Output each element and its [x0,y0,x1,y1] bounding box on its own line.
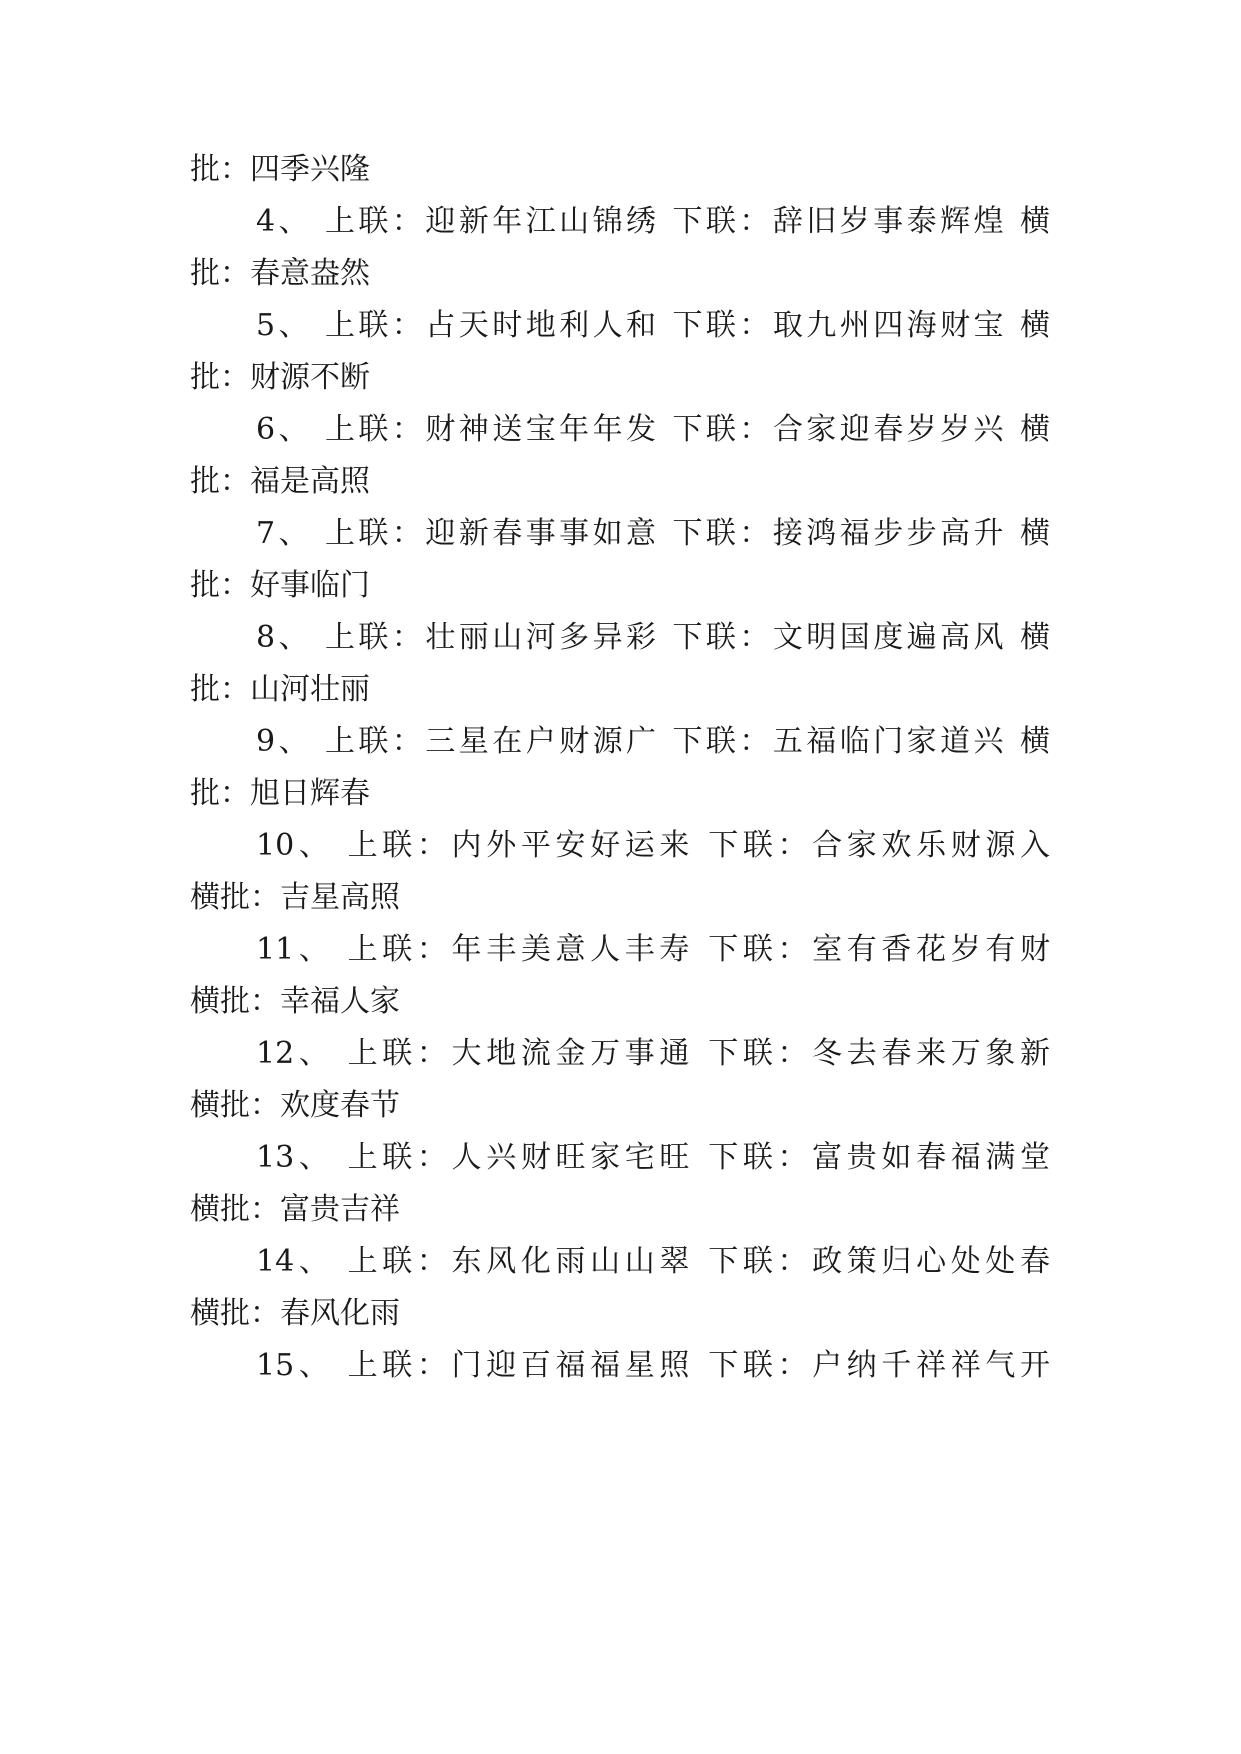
text-line: 15、 上联：门迎百福福星照 下联：户纳千祥祥气开 [256,1348,1050,1383]
text-line: 4、 上联：迎新年江山锦绣 下联：辞旧岁事泰辉煌 横 [256,204,1050,239]
text-line: 12、 上联：大地流金万事通 下联：冬去春来万象新 [256,1036,1050,1071]
text-line: 13、 上联：人兴财旺家宅旺 下联：富贵如春福满堂 [256,1140,1050,1175]
text-line: 横批：幸福人家 [190,984,400,1019]
text-line: 批：好事临门 [190,568,370,603]
text-line: 6、 上联：财神送宝年年发 下联：合家迎春岁岁兴 横 [256,412,1050,447]
text-line: 批：旭日辉春 [190,776,370,811]
text-line: 横批：欢度春节 [190,1088,400,1123]
text-line: 11、 上联：年丰美意人丰寿 下联：室有香花岁有财 [256,932,1050,967]
text-line: 横批：吉星高照 [190,880,400,915]
text-line: 批：山河壮丽 [190,672,370,707]
text-line: 8、 上联：壮丽山河多异彩 下联：文明国度遍高风 横 [256,620,1050,655]
text-line: 批：财源不断 [190,360,370,395]
text-line: 5、 上联：占天时地利人和 下联：取九州四海财宝 横 [256,308,1050,343]
text-line: 批：春意盎然 [190,256,370,291]
text-line: 批：福是高照 [190,464,370,499]
text-line: 14、 上联：东风化雨山山翠 下联：政策归心处处春 [256,1244,1050,1279]
text-line: 9、 上联：三星在户财源广 下联：五福临门家道兴 横 [256,724,1050,759]
text-line: 批：四季兴隆 [190,152,370,187]
text-line: 10、 上联：内外平安好运来 下联：合家欢乐财源入 [256,828,1050,863]
text-line: 7、 上联：迎新春事事如意 下联：接鸿福步步高升 横 [256,516,1050,551]
text-line: 横批：春风化雨 [190,1296,400,1331]
text-line: 横批：富贵吉祥 [190,1192,400,1227]
